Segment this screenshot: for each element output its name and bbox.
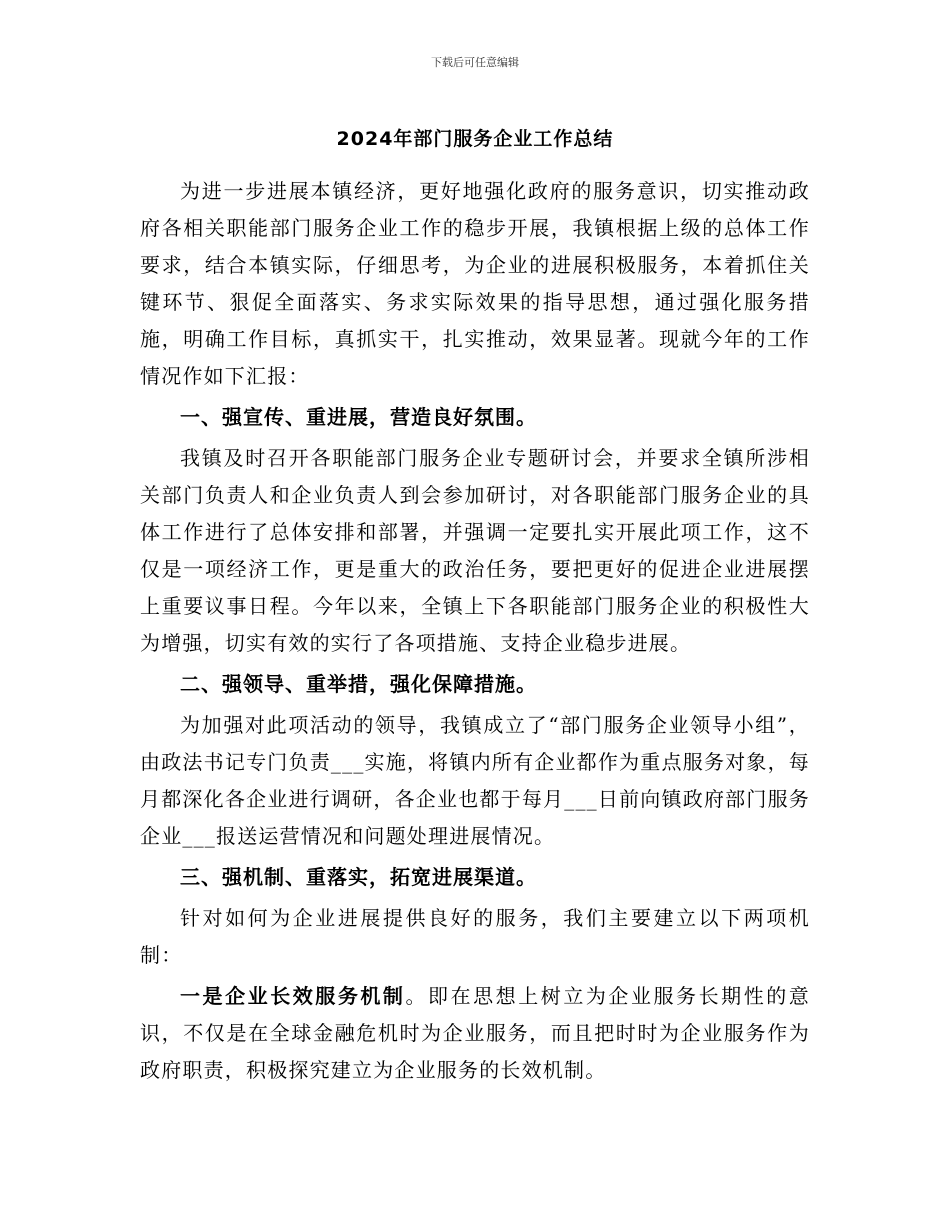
mechanism-1-paragraph (140, 978, 810, 1089)
mechanism-1-lead: 一是企业长效服务机制 (180, 984, 406, 1008)
intro-paragraph: 为进一步进展本镇经济，更好地强化政府的服务意识，切实推动政府各相关职能部门服务企业工作的稳步开展，我镇根据上级的总体工作要求，结合本镇实际，仔细思考，为企业的进展积极服务，本着抓住关键环节、狠促全面落实、务求实际效果的指导思想，通过强化服务措施，明确工作目标，真抓实干，扎实推动，效果显著。现就今年的工作情况作如下汇报： (140, 179, 810, 388)
section-heading-1: 一、强宣传、重进展，营造良好氛围。 (180, 405, 537, 429)
section-3-paragraph: 针对如何为企业进展提供良好的服务，我们主要建立以下两项机制： (140, 906, 810, 967)
document-body (140, 173, 810, 1089)
section-heading-2: 二、强领导、重举措，强化保障措施。 (180, 672, 537, 696)
section-1-paragraph: 我镇及时召开各职能部门服务企业专题研讨会，并要求全镇所涉相关部门负责人和企业负责人到会参加研讨，对各职能部门服务企业的具体工作进行了总体安排和部署，并强调一定要扎实开展此项工作，这不仅是一项经济工作，更是重大的政治任务，要把更好的促进企业进展摆上重要议事日程。今年以来，全镇上下各职能部门服务企业的积极性大为增强，切实有效的实行了各项措施、支持企业稳步进展。 (140, 446, 810, 655)
section-2-paragraph: 为加强对此项活动的领导，我镇成立了“部门服务企业领导小组”，由政法书记专门负责___实施，将镇内所有企业都作为重点服务对象，每月都深化各企业进行调研，各企业也都于每月___日前向镇政府部门服务企业___报送运营情况和问题处理进展情况。 (140, 713, 810, 848)
page-title: 2024年部门服务企业工作总结 (336, 128, 614, 150)
section-heading-3: 三、强机制、重落实，拓宽进展渠道。 (180, 865, 537, 889)
header-note: 下载后可任意编辑 (431, 56, 519, 69)
mechanism-1-text: 。即在思想上树立为企业服务长期性的意识，不仅是在全球金融危机时为企业服务，而且把时时为企业服务作为政府职责，积极探究建立为企业服务的长效机制。 (140, 984, 810, 1082)
